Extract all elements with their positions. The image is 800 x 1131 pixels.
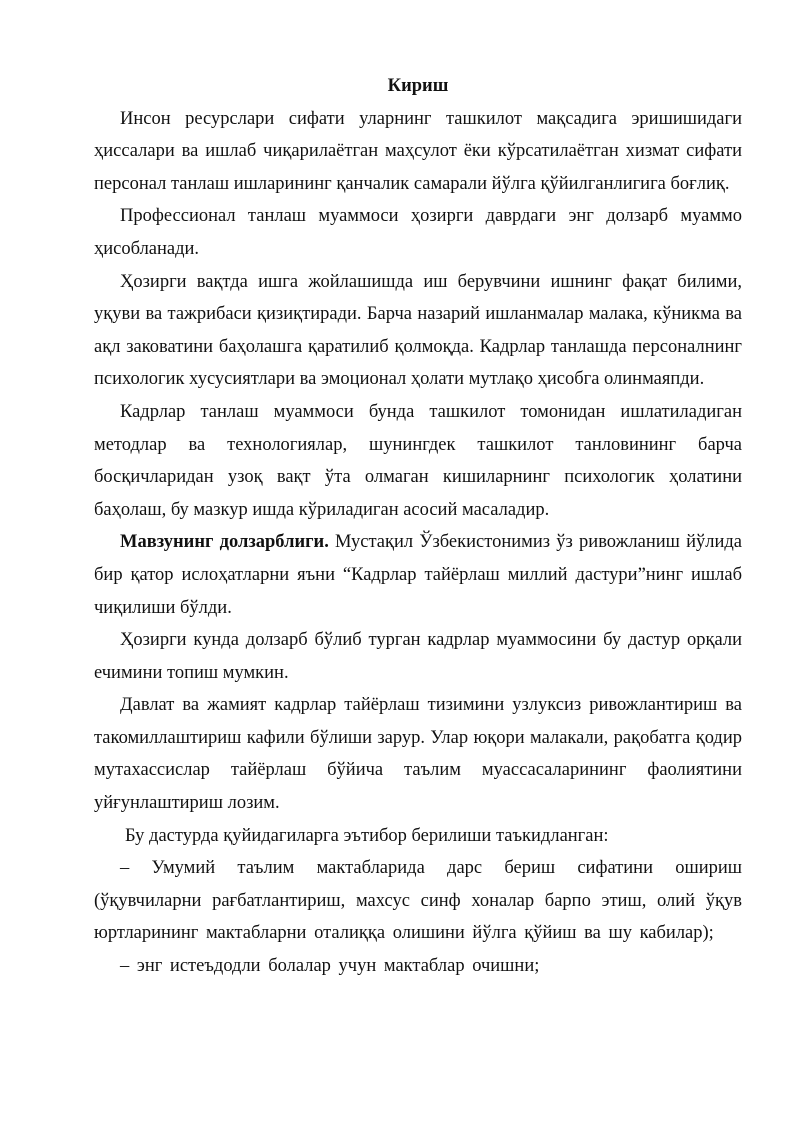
list-item-general-education: – Умумий таълим мактабларида дарс бериш сифатини ошириш (ўқувчиларни рағбатлантириш, махсус синф хоналар барпо этиш, олий ўқув юртларининг мактабларни оталиққа олишини йўлга қўйиш ва шу кабилар); — [94, 858, 742, 944]
list-item-gifted-schools: – энг истеъдодли болалар учун мактаблар очишни; — [120, 956, 540, 977]
document-title: Кириш — [387, 76, 449, 96]
document-page — [94, 70, 742, 983]
paragraph-professional-selection: Профессионал танлаш муаммоси ҳозирги даврдаги энг долзарб муаммо ҳисобланади. — [94, 206, 742, 259]
relevance-label: Мавзунинг долзарблиги. — [120, 532, 329, 553]
paragraph-topic-relevance — [94, 526, 742, 624]
paragraph-program-attention: Бу дастурда қуйидагиларга эътибор берилиши таъкидланган: — [125, 825, 609, 846]
paragraph-selection-problem: Кадрлар танлаш муаммоси бунда ташкилот томонидан ишлатиладиган методлар ва технологиялар, шунингдек ташкилот танловининг барча босқичларидан узоқ вақт ўта олмаган кишиларнинг психологик ҳолатини баҳолаш, бу мазкур ишда кўриладиган асосий масаладир. — [94, 401, 742, 520]
paragraph-current-employment: Ҳозирги вақтда ишга жойлашишда иш берувчини ишнинг фақат билими, уқуви ва тажрибаси қизиқтиради. Барча назарий ишланмалар малака, кўникма ва ақл заковатини баҳолашга қаратилиб қолмоқда. Кадрлар танлашда персоналнинг психологик хусусиятлари ва эмоционал ҳолати мутлақо ҳисобга олинмаяпди. — [94, 271, 742, 390]
relevance-text: Мустақил Ўзбекистонимиз ўз ривожланиш йўлида бир қатор ислоҳатларни яъни “Кадрлар тайёрлаш миллий дастури”нинг ишлаб чиқилиши бўлди. — [94, 532, 742, 618]
paragraph-state-society: Давлат ва жамият кадрлар тайёрлаш тизимини узлуксиз ривожлантириш ва такомиллаштириш кафили бўлиши зарур. Улар юқори малакали, рақобатга қодир мутахассислар тайёрлаш бўйича таълим муассасаларининг фаолиятини уйғунлаштириш лозим. — [94, 695, 742, 814]
paragraph-human-resources: Инсон ресурслари сифати уларнинг ташкилот мақсадига эришишидаги ҳиссалари ва ишлаб чиқарилаётган маҳсулот ёки кўрсатилаётган хизмат сифати персонал танлаш ишларининг қанчалик самарали йўлга қўйилганлигига боғлиқ. — [94, 108, 742, 194]
paragraph-program-solution: Ҳозирги кунда долзарб бўлиб турган кадрлар муаммосини бу дастур орқали ечимини топиш мумкин. — [94, 630, 742, 683]
